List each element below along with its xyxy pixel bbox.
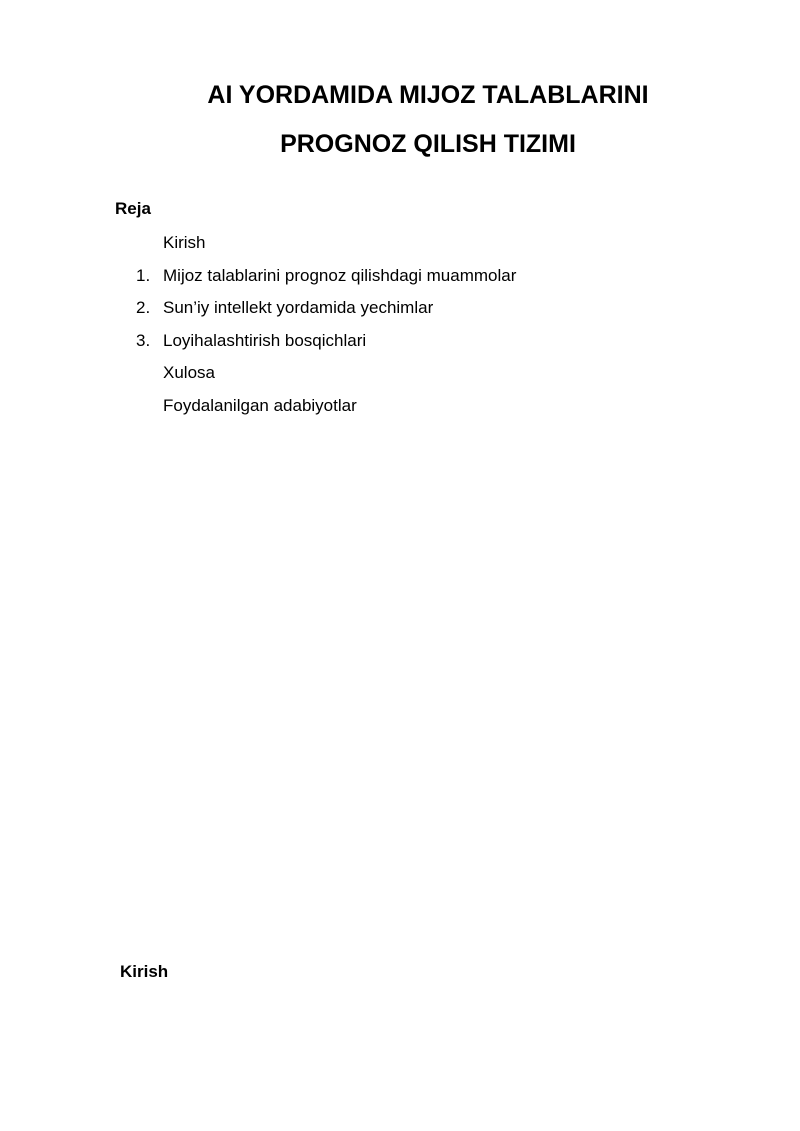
plan-item-number: 1. xyxy=(136,265,151,285)
plan-item-text: Sun’iy intellekt yordamida yechimlar xyxy=(163,298,434,318)
document-title-line-2: PROGNOZ QILISH TIZIMI xyxy=(280,130,576,158)
plan-item-text: Foydalanilgan adabiyotlar xyxy=(163,395,357,415)
plan-item-text: Mijoz talablarini prognoz qilishdagi muammolar xyxy=(163,265,517,285)
introduction-heading: Kirish xyxy=(120,962,169,981)
plan-item-text: Kirish xyxy=(163,233,206,252)
plan-heading: Reja xyxy=(115,199,151,218)
plan-item-number: 3. xyxy=(136,330,151,350)
document-title-line-1: AI YORDAMIDA MIJOZ TALABLARINI xyxy=(207,81,649,109)
plan-item-text: Xulosa xyxy=(163,363,215,383)
plan-item-text: Loyihalashtirish bosqichlari xyxy=(163,330,367,350)
plan-item-number: 2. xyxy=(136,298,151,318)
